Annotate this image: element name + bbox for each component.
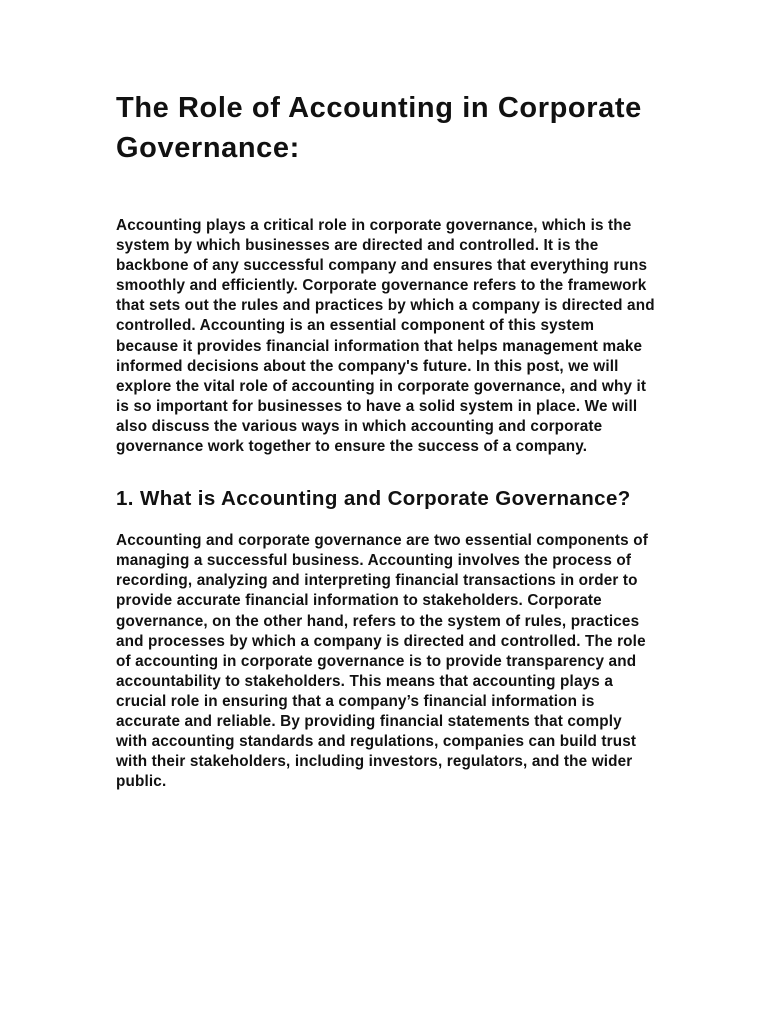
section-heading: 1. What is Accounting and Corporate Governance? <box>116 487 631 511</box>
document-page <box>116 88 656 792</box>
document-title: The Role of Accounting in Corporate Governance: <box>116 92 642 164</box>
section-paragraph: Accounting and corporate governance are two essential components of managing a successful business. Accounting involves the process of recording, analyzing and interpreting financial transactions in order to provide accurate financial information to stakeholders. Corporate governance, on the other hand, refers to the system of rules, practices and processes by which a company is directed and controlled. The role of accounting in corporate governance is to provide transparency and accountability to stakeholders. This means that accounting plays a crucial role in ensuring that a company’s financial information is accurate and reliable. By providing financial statements that comply with accounting standards and regulations, companies can build trust with their stakeholders, including investors, regulators, and the wider public. <box>116 532 648 791</box>
intro-paragraph: Accounting plays a critical role in corporate governance, which is the system by which businesses are directed and controlled. It is the backbone of any successful company and ensures that everything runs smoothly and efficiently. Corporate governance refers to the framework that sets out the rules and practices by which a company is directed and controlled. Accounting is an essential component of this system because it provides financial information that helps management make informed decisions about the company's future. In this post, we will explore the vital role of accounting in corporate governance, and why it is so important for businesses to have a solid system in place. We will also discuss the various ways in which accounting and corporate governance work together to ensure the success of a company. <box>116 217 655 456</box>
